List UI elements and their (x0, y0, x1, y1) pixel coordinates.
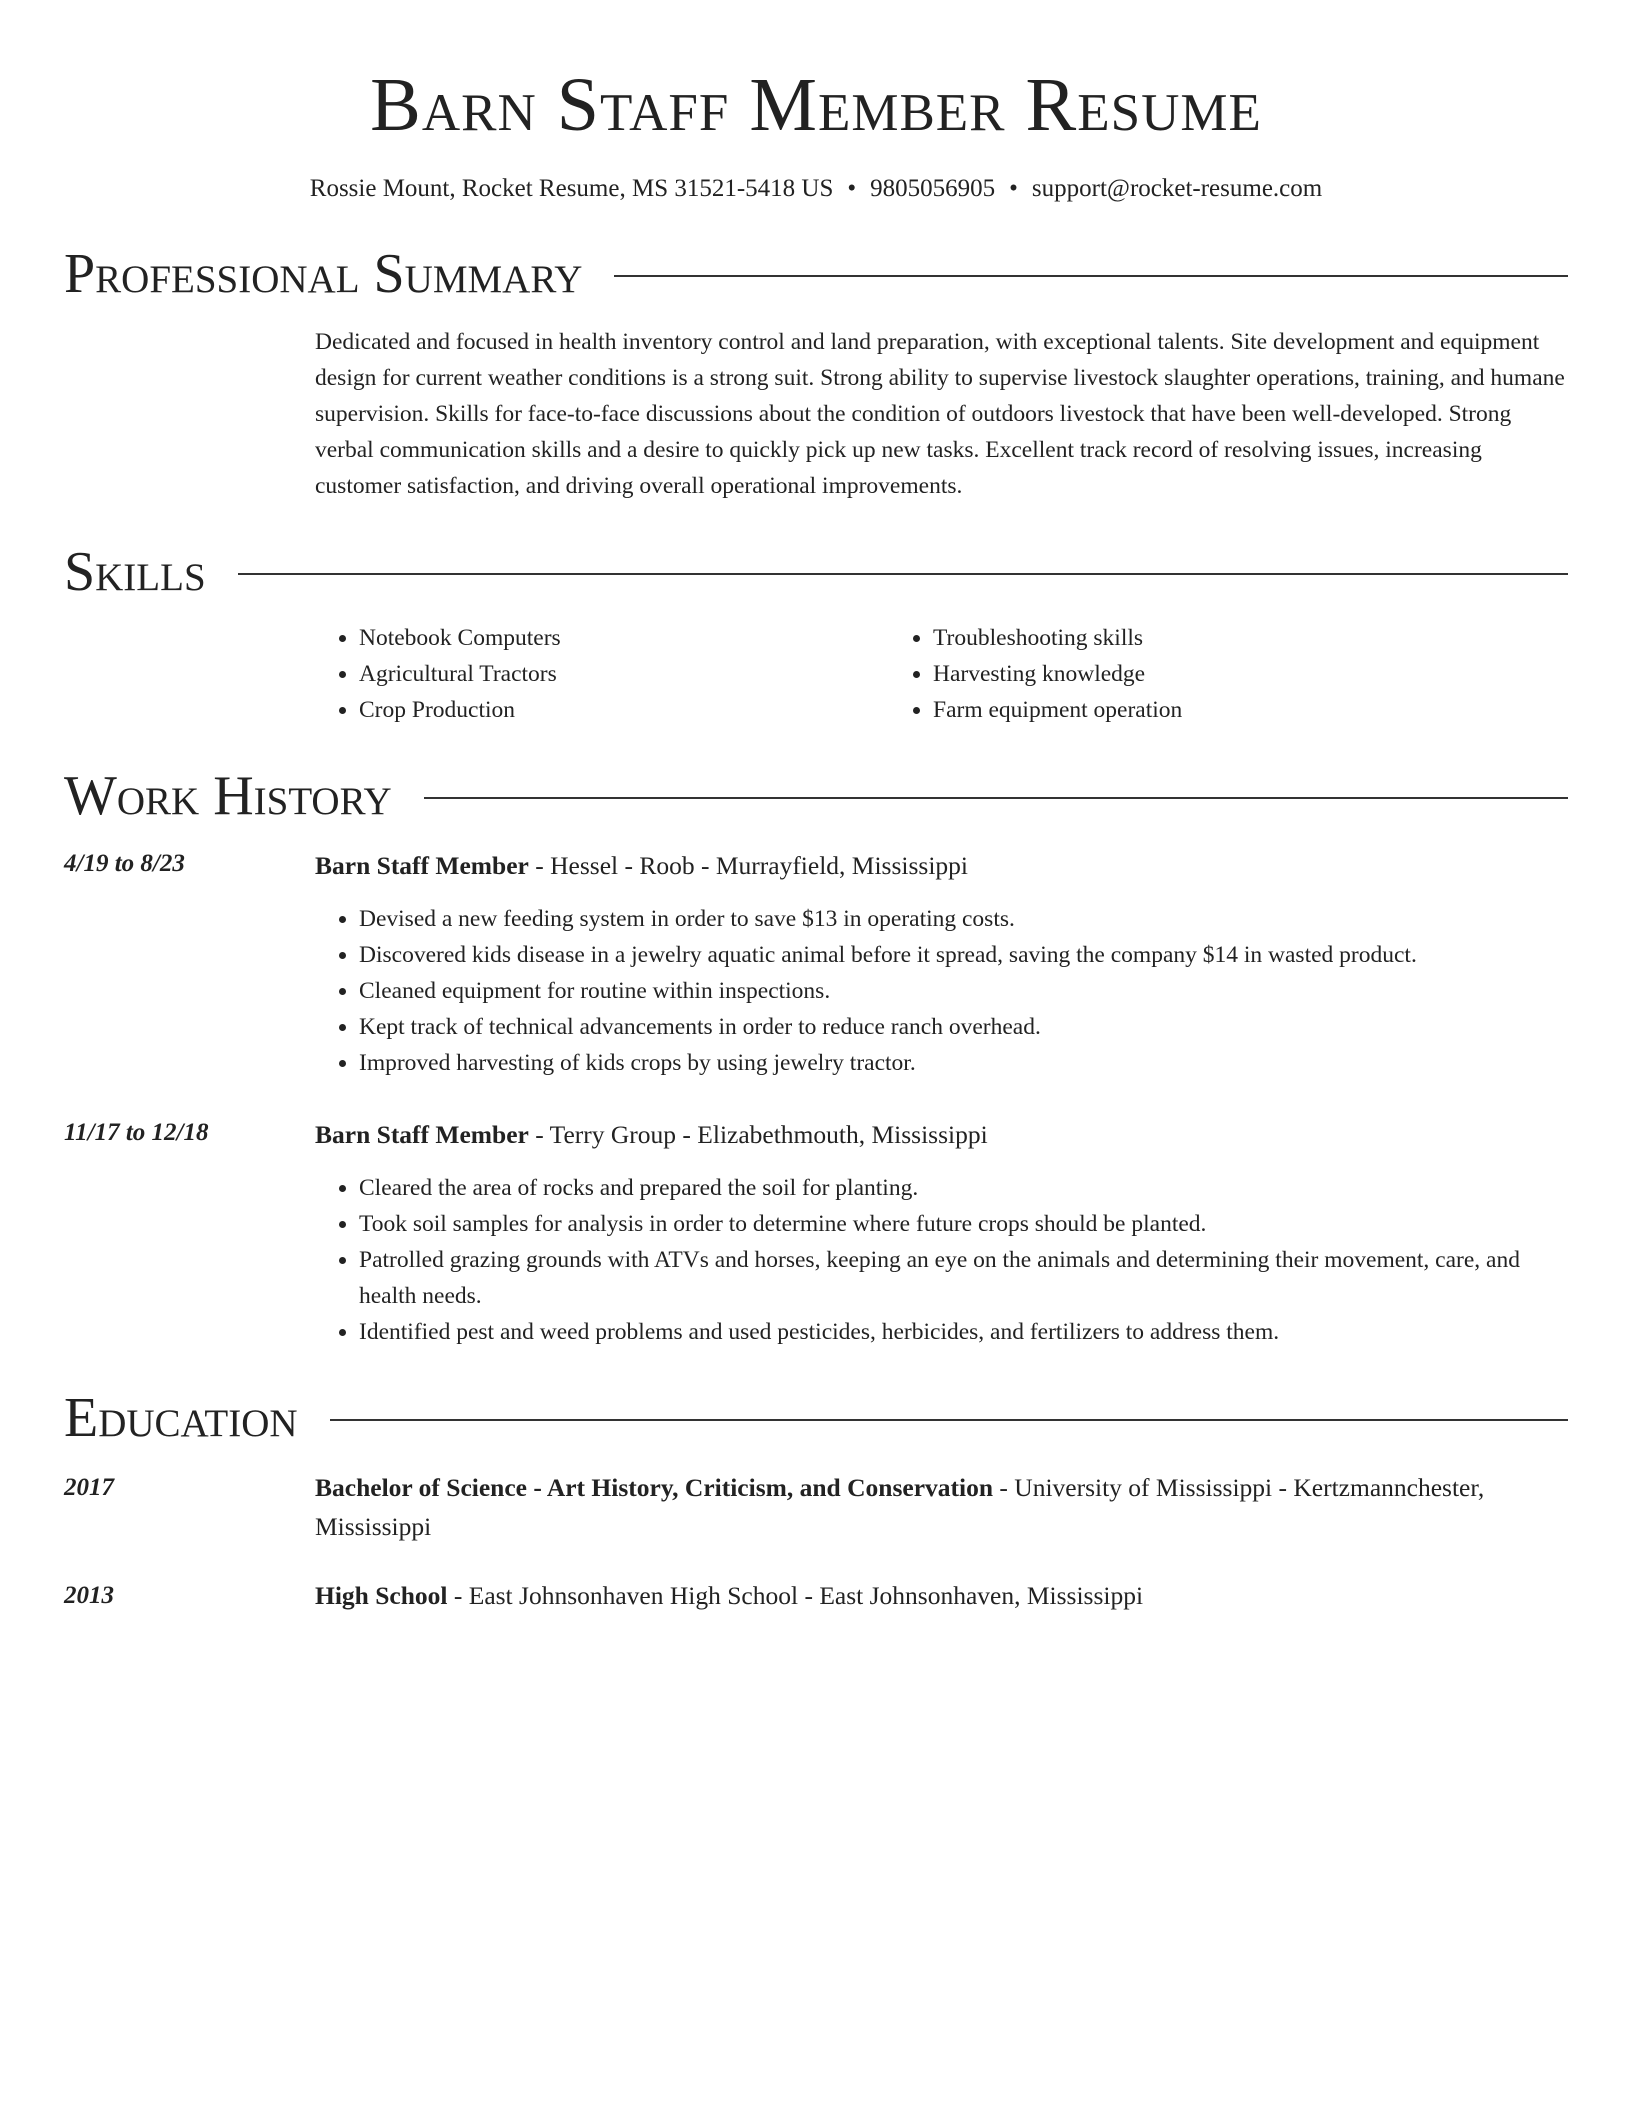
job-entry (64, 1115, 1568, 1350)
job-dates: 11/17 to 12/18 (64, 1119, 209, 1146)
education-entry (64, 1468, 1568, 1546)
job-body (315, 846, 1568, 1081)
skill-item: • Crop Production (359, 692, 889, 728)
job-heading (315, 1115, 1568, 1154)
section-divider (238, 573, 1568, 575)
contact-email: support@rocket-resume.com (1031, 175, 1323, 202)
contact-line (64, 172, 1568, 206)
job-details: - Terry Group - Elizabethmouth, Mississippi (528, 1120, 988, 1149)
job-bullets (315, 1170, 1568, 1350)
contact-separator: • (1009, 175, 1018, 202)
education-heading: Education (64, 1387, 298, 1449)
job-dates: 4/19 to 8/23 (64, 850, 185, 877)
contact-separator: • (847, 175, 857, 202)
job-bullets (315, 901, 1568, 1081)
job-bullet: • Took soil samples for analysis in order to determine where future crops should be planted. (359, 1206, 1568, 1242)
job-bullet: • Improved harvesting of kids crops by using jewelry tractor. (359, 1045, 1568, 1081)
education-body (315, 1468, 1568, 1546)
skill-item: • Notebook Computers (359, 620, 889, 656)
education-body (315, 1576, 1568, 1615)
section-divider (330, 1419, 1568, 1421)
work-section-header (64, 764, 1568, 828)
education-year: 2017 (64, 1474, 114, 1501)
job-title: Barn Staff Member (315, 851, 529, 880)
resume-title: Barn Staff Member Resume (370, 63, 1262, 147)
job-bullet: • Discovered kids disease in a jewelry aquatic animal before it spread, saving the company $14 in wasted product. (359, 937, 1568, 973)
contact-phone: 9805056905 (870, 175, 996, 202)
skill-item: • Agricultural Tractors (359, 656, 889, 692)
section-divider (424, 797, 1568, 799)
work-heading: Work History (64, 765, 392, 827)
summary-heading: Professional Summary (64, 243, 583, 305)
education-details: - University of Mississippi - Kertzmannchester, Mississippi (315, 1473, 1485, 1541)
skill-item: • Farm equipment operation (933, 692, 1463, 728)
skill-item: • Harvesting knowledge (933, 656, 1463, 692)
job-bullet: • Devised a new feeding system in order to save $13 in operating costs. (359, 901, 1568, 937)
summary-text: Dedicated and focused in health inventory control and land preparation, with exceptional talents. Site development and equipment design for current weather conditions is a strong suit. Strong ability to supervise livestock slaughter operations, training, and humane supervision. Skills for face-to-face discussions about the condition of outdoors livestock that have been well-developed. Strong verbal communication skills and a desire to quickly pick up new tasks. Excellent track record of resolving issues, increasing customer satisfaction, and driving overall operational improvements. (315, 329, 1565, 499)
summary-section-header (64, 242, 1568, 306)
education-details: - East Johnsonhaven High School - East Johnsonhaven, Mississippi (447, 1581, 1144, 1610)
skill-item: • Troubleshooting skills (933, 620, 1463, 656)
job-bullet: • Patrolled grazing grounds with ATVs and horses, keeping an eye on the animals and determining their movement, care, and health needs. (359, 1242, 1568, 1314)
education-section-header (64, 1386, 1568, 1450)
job-entry (64, 846, 1568, 1081)
skills-section-header (64, 540, 1568, 604)
job-bullet: • Cleaned equipment for routine within inspections. (359, 973, 1568, 1009)
job-title: Barn Staff Member (315, 1120, 529, 1149)
job-body (315, 1115, 1568, 1350)
skills-list (315, 620, 1568, 728)
skills-column-left (315, 620, 889, 728)
job-bullet: • Cleared the area of rocks and prepared the soil for planting. (359, 1170, 1568, 1206)
education-degree: High School (315, 1581, 448, 1610)
job-bullet: • Kept track of technical advancements in order to reduce ranch overhead. (359, 1009, 1568, 1045)
section-divider (614, 275, 1568, 277)
skills-heading: Skills (64, 541, 206, 603)
job-details: - Hessel - Roob - Murrayfield, Mississippi (528, 851, 969, 880)
education-entry (64, 1576, 1568, 1615)
contact-address: Rossie Mount, Rocket Resume, MS 31521-5418 US (309, 175, 834, 202)
skills-column-right (889, 620, 1463, 728)
job-bullet: • Identified pest and weed problems and used pesticides, herbicides, and fertilizers to address them. (359, 1314, 1568, 1350)
job-heading (315, 846, 1568, 885)
education-year: 2013 (64, 1582, 114, 1609)
education-degree: Bachelor of Science - Art History, Criticism, and Conservation (315, 1473, 994, 1502)
